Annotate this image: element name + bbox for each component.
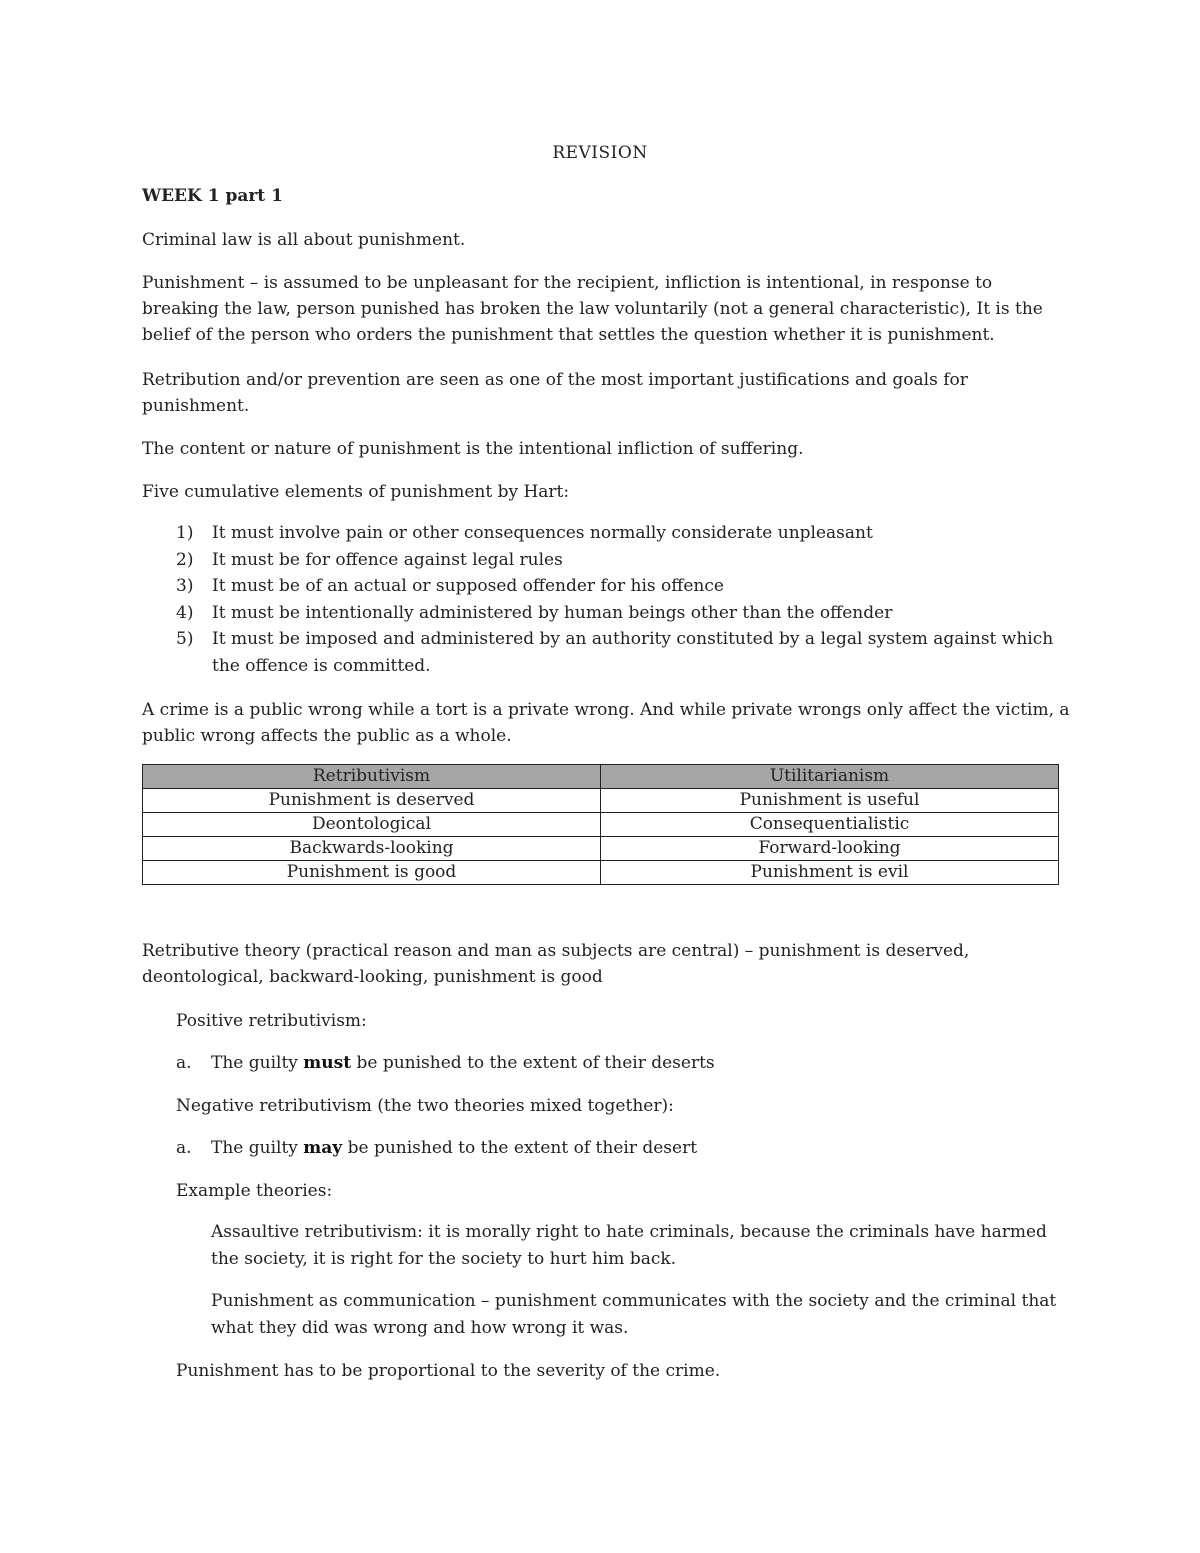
paragraph-proportionality: Punishment has to be proportional to the severity of the crime.: [176, 1361, 721, 1381]
table-row: [143, 861, 1059, 885]
table-header-cell: Retributivism: [143, 765, 601, 789]
table-cell: Punishment is deserved: [143, 789, 601, 813]
document-page: REVISION WEEK 1 part 1 Criminal law is all about punishment. Punishment – is assumed to be unpleasant for the recipient, infliction is intentional, in response to breaking the law, person punished has broken the law voluntarily (not a general characteristic), It is the belief of the person who orders the punishment that settles the question whether it is punishment. Retribution and/or prevention are seen as one of the most important justifications and goals for punishment. The content or nature of punishment is the intentional infliction of suffering. Five cumulative elements of punishment by Hart: 1) It must involve pain or other consequences normally considerate unpleasant 2) It must be for offence against legal rules 3) It must be of an actual or supposed offender for his offence 4) It must be intentionally administered by human beings other than the offender 5) It must be imposed and administered by an authority constituted by a legal system against which the offence is committed. A crime is a public wrong while a tort is a private wrong. And while private wrongs only affect the victim, a public wrong affects the public as a whole. Retributivism Utilitarianism Punishment is deserved Punishment is useful Deontological Consequentialistic Backwards-looking Forward-looking Punishment is good Punishment is evil Retributive theory (practical reason and man as subjects are central) – punishment is deserved, deontological, backward-looking, punishment is good Positive retributivism: a. The guilty must be punished to the extent of their deserts Negative retributivism (the two theories mixed together): a. The guilty may be punished to the extent of their desert Example theories: Assaultive retributivism: it is morally right to hate criminals, because the criminals have harmed the society, it is right for the society to hurt him back. Punishment as communication – punishment communicates with the society and the criminal that what they did was wrong and how wrong it was. Punishment has to be proportional to the severity of the crime.: [0, 0, 1200, 1553]
table-row: [143, 837, 1059, 861]
list-item: 3) It must be of an actual or supposed offender for his offence: [176, 576, 724, 596]
example-punishment-as-communication: Punishment as communication – punishment communicates with the society and the criminal that what they did was wrong and how wrong it was.: [211, 1291, 1057, 1338]
table-cell: Backwards-looking: [143, 837, 601, 861]
table-cell: Punishment is useful: [601, 789, 1059, 813]
list-item: 2) It must be for offence against legal rules: [176, 549, 563, 570]
negative-retributivism-label: Negative retributivism (the two theories mixed together):: [176, 1096, 674, 1116]
list-item: 5) It must be imposed and administered by an authority constituted by a legal system against which the offence is committed.: [176, 629, 1054, 676]
paragraph-crime-vs-tort: A crime is a public wrong while a tort is a private wrong. And while private wrongs only affect the victim, a public wrong affects the public as a whole.: [142, 700, 1070, 746]
paragraph-content-of-punishment: The content or nature of punishment is the intentional infliction of suffering.: [142, 439, 804, 459]
comparison-table: [142, 764, 1059, 885]
table-cell: Forward-looking: [601, 837, 1059, 861]
table-header-row: [143, 765, 1059, 789]
list-item: 1) It must involve pain or other consequences normally considerate unpleasant: [176, 523, 873, 543]
paragraph-punishment-definition: Punishment – is assumed to be unpleasant for the recipient, infliction is intentional, in response to breaking the law, person punished has broken the law voluntarily (not a general characteristic), It is the belief of the person who orders the punishment that settles the question whether it is punishment.: [142, 273, 1043, 345]
paragraph-retributive-theory: Retributive theory (practical reason and man as subjects are central) – punishment is deserved, deontological, backward-looking, punishment is good: [142, 941, 970, 987]
table-header-cell: Utilitarianism: [601, 765, 1059, 789]
paragraph-retribution: Retribution and/or prevention are seen as one of the most important justifications and goals for punishment.: [142, 370, 968, 416]
table-row: [143, 789, 1059, 813]
section-heading: WEEK 1 part 1: [142, 186, 283, 206]
hart-elements-list: [142, 520, 1072, 679]
example-theories-label: Example theories:: [176, 1181, 333, 1201]
paragraph-criminal-law: Criminal law is all about punishment.: [142, 230, 466, 250]
paragraph-hart-intro: Five cumulative elements of punishment by Hart:: [142, 482, 570, 502]
table-cell: Punishment is good: [143, 861, 601, 885]
document-title: REVISION: [552, 143, 648, 163]
positive-retributivism-label: Positive retributivism:: [176, 1011, 367, 1031]
example-assaultive-retributivism: Assaultive retributivism: it is morally right to hate criminals, because the criminals have harmed the society, it is right for the society to hurt him back.: [211, 1222, 1047, 1269]
table-cell: Punishment is evil: [601, 861, 1059, 885]
table-cell: Deontological: [143, 813, 601, 837]
list-item: 4) It must be intentionally administered by human beings other than the offender: [176, 602, 893, 623]
table-cell: Consequentialistic: [601, 813, 1059, 837]
table-row: [143, 813, 1059, 837]
